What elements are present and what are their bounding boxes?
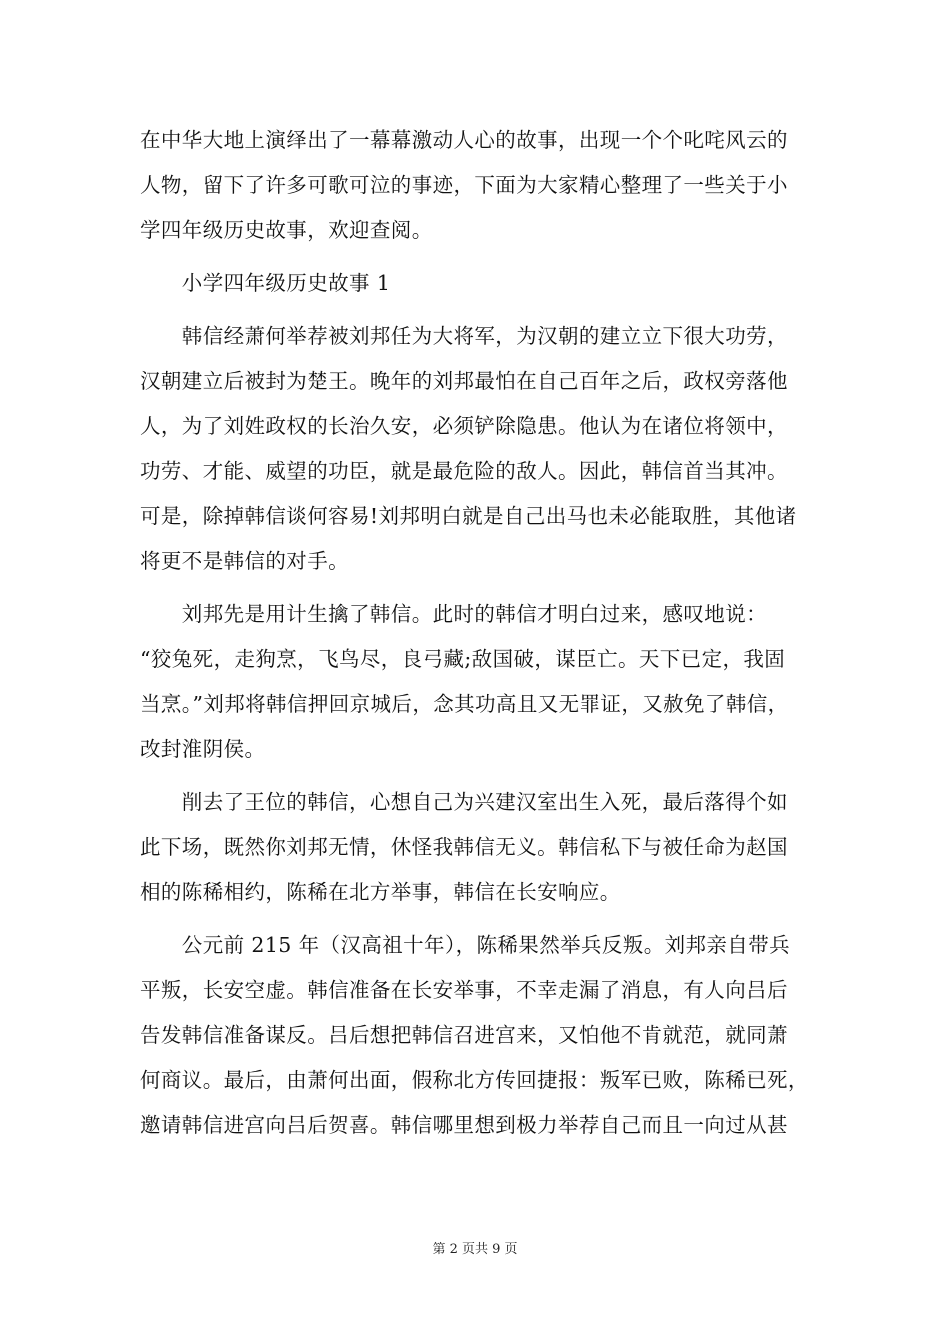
text-line: 汉朝建立后被封为楚王。晚年的刘邦最怕在自己百年之后，政权旁落他 [140, 369, 788, 393]
text-line: 人物，留下了许多可歌可泣的事迹，下面为大家精心整理了一些关于小 [140, 173, 788, 197]
text-line: 何商议。最后，由萧何出面，假称北方传回捷报：叛军已败，陈稀已死， [140, 1068, 809, 1092]
paragraph-1 [140, 314, 812, 584]
text-line: 学四年级历史故事，欢迎查阅。 [140, 218, 433, 242]
paragraph-4 [140, 923, 812, 1148]
text-line: 平叛，长安空虚。韩信准备在长安举事，不幸走漏了消息，有人向吕后 [140, 978, 788, 1002]
text-line: 邀请韩信进宫向吕后贺喜。韩信哪里想到极力举荐自己而且一向过从甚 [140, 1113, 788, 1137]
text-line: 改封淮阴侯。 [140, 737, 266, 761]
section-heading [140, 261, 812, 306]
page-footer: 第 2 页共 9 页 [432, 1242, 518, 1257]
heading-line: 小学四年级历史故事 1 [140, 271, 391, 295]
text-line: 相的陈稀相约，陈稀在北方举事，韩信在长安响应。 [140, 880, 621, 904]
paragraph-3 [140, 780, 812, 915]
body-text [140, 118, 812, 1148]
text-line: 刘邦先是用计生擒了韩信。此时的韩信才明白过来，感叹地说： [140, 602, 767, 626]
paragraph-2 [140, 592, 812, 772]
paragraph-intro [140, 118, 812, 253]
text-line: “狡兔死，走狗烹，飞鸟尽，良弓藏;敌国破，谋臣亡。天下已定，我固 [140, 647, 786, 671]
text-line: 告发韩信准备谋反。吕后想把韩信召进宫来，又怕他不肯就范，就同萧 [140, 1023, 788, 1047]
text-line: 削去了王位的韩信，心想自己为兴建汉室出生入死，最后落得个如 [140, 790, 788, 814]
text-line: 此下场，既然你刘邦无情，休怪我韩信无义。韩信私下与被任命为赵国 [140, 835, 788, 859]
text-line: 韩信经萧何举荐被刘邦任为大将军，为汉朝的建立立下很大功劳， [140, 324, 788, 348]
text-line: 公元前 215 年（汉高祖十年），陈稀果然举兵反叛。刘邦亲自带兵 [140, 933, 791, 957]
text-line: 人，为了刘姓政权的长治久安，必须铲除隐患。他认为在诸位将领中， [140, 414, 788, 438]
text-line: 可是，除掉韩信谈何容易!刘邦明白就是自己出马也未必能取胜，其他诸 [140, 504, 797, 528]
text-line: 在中华大地上演绎出了一幕幕激动人心的故事，出现一个个叱咤风云的 [140, 128, 788, 152]
text-line: 将更不是韩信的对手。 [140, 549, 349, 573]
text-line: 当烹。”刘邦将韩信押回京城后，念其功高且又无罪证，又赦免了韩信， [140, 692, 789, 716]
text-line: 功劳、才能、威望的功臣，就是最危险的敌人。因此，韩信首当其冲。 [140, 459, 788, 483]
